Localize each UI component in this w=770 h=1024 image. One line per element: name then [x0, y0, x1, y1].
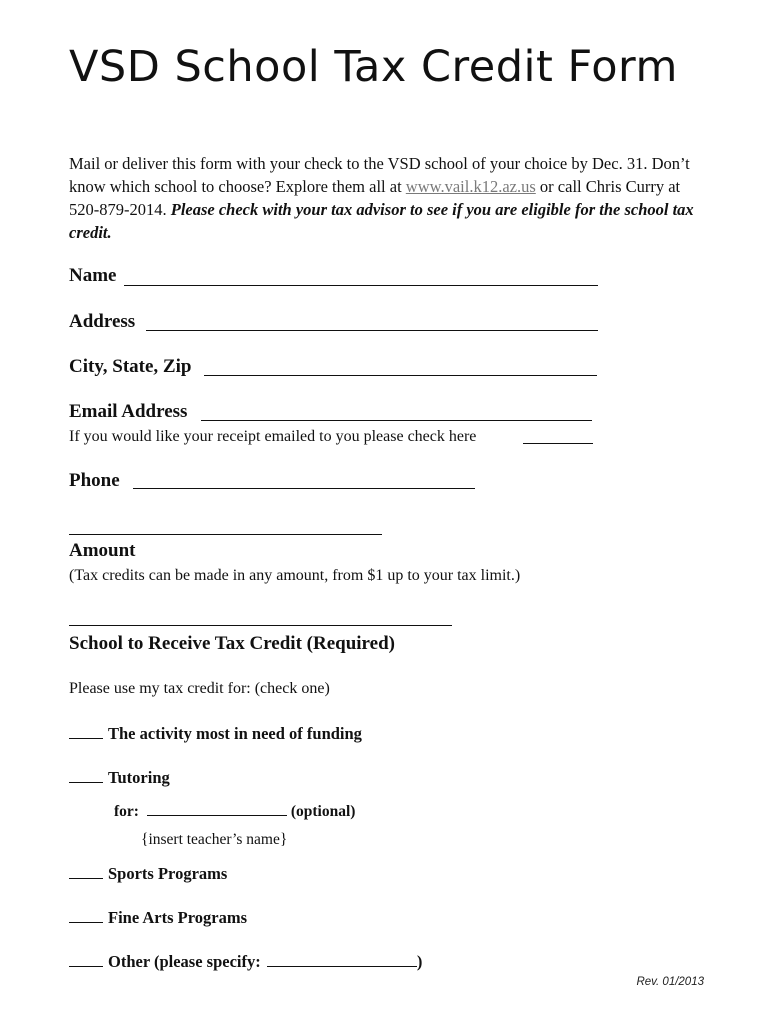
city-state-zip-field-line[interactable]	[204, 375, 597, 376]
option-fine-arts[interactable]	[69, 908, 247, 928]
option-other-check-line[interactable]	[69, 952, 103, 967]
option-tutoring-check-line[interactable]	[69, 768, 103, 783]
school-label: School to Receive Tax Credit (Required)	[69, 633, 395, 654]
tax-advisor-note: Please check with your tax advisor to see if you are eligible for the school tax credit.	[69, 200, 694, 242]
tutoring-teacher-field-line[interactable]	[147, 801, 287, 816]
address-field-line[interactable]	[146, 330, 598, 331]
option-other-specify-line[interactable]	[267, 952, 417, 967]
phone-label: Phone	[69, 470, 120, 491]
amount-label: Amount	[69, 540, 136, 561]
email-receipt-check-line[interactable]	[523, 443, 593, 444]
name-field-line[interactable]	[124, 285, 598, 286]
city-state-zip-label: City, State, Zip	[69, 356, 192, 377]
option-sports-label: Sports Programs	[108, 864, 228, 883]
form-intro	[69, 152, 709, 244]
tutoring-for-row	[114, 801, 355, 821]
option-other[interactable]	[69, 952, 422, 972]
amount-note: (Tax credits can be made in any amount, from $1 up to your tax limit.)	[69, 567, 521, 584]
email-field-line[interactable]	[201, 420, 592, 421]
intro-contact-text: or call Chris Curry at 520-879-2014.	[69, 177, 681, 219]
address-label: Address	[69, 311, 136, 332]
revision-date: Rev. 01/2013	[636, 976, 704, 988]
amount-field-line[interactable]	[69, 534, 382, 535]
option-other-close: )	[416, 952, 423, 971]
option-activity-label: The activity most in need of funding	[108, 724, 362, 743]
option-fine-arts-label: Fine Arts Programs	[108, 908, 248, 927]
phone-field-line[interactable]	[133, 488, 475, 489]
tutoring-teacher-hint: {insert teacher’s name}	[141, 831, 288, 848]
school-instruction: Please use my tax credit for: (check one)	[69, 680, 330, 697]
option-sports[interactable]	[69, 864, 227, 884]
email-receipt-note: If you would like your receipt emailed to you please check here	[69, 428, 477, 445]
option-fine-arts-check-line[interactable]	[69, 908, 103, 923]
name-label: Name	[69, 265, 117, 286]
email-label: Email Address	[69, 401, 188, 422]
option-other-label: Other (please specify:	[108, 952, 261, 971]
tutoring-optional-label: (optional)	[290, 803, 356, 820]
option-tutoring-label: Tutoring	[108, 768, 170, 787]
option-activity[interactable]	[69, 724, 362, 744]
intro-text: Mail or deliver this form with your check to the VSD school of your choice by Dec. 31. Don’t know which school to choose? Explore them all at	[69, 154, 690, 196]
option-tutoring[interactable]	[69, 768, 170, 788]
district-website-link[interactable]: www.vail.k12.az.us	[405, 177, 536, 196]
tutoring-for-label: for:	[114, 803, 139, 820]
option-activity-check-line[interactable]	[69, 724, 103, 739]
option-sports-check-line[interactable]	[69, 864, 103, 879]
school-field-line[interactable]	[69, 625, 452, 626]
form-title: VSD School Tax Credit Form	[69, 42, 678, 92]
